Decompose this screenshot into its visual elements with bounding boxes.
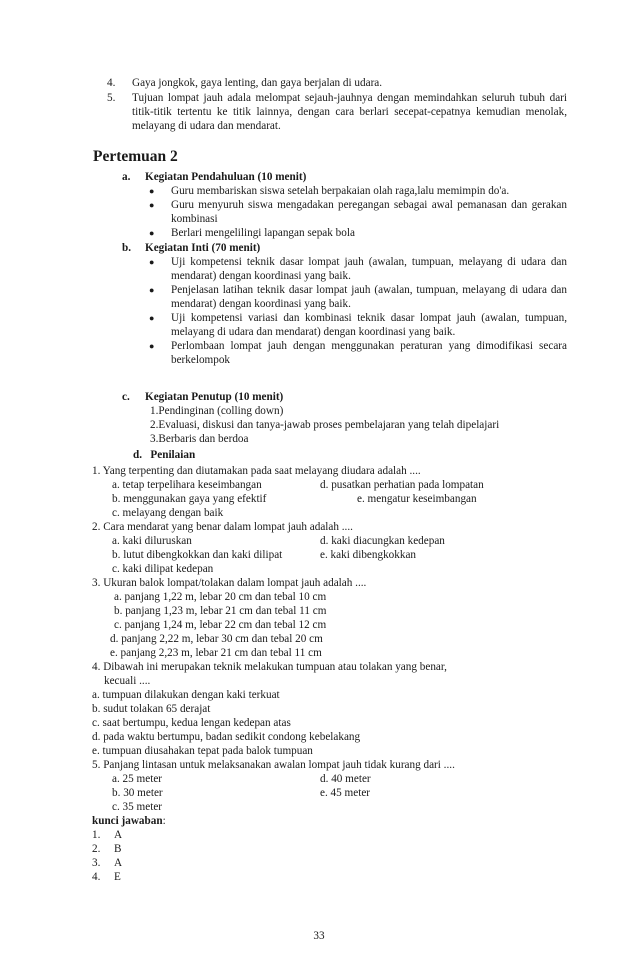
intro-item <box>107 76 567 90</box>
item-text: Gaya jongkok, gaya lenting, dan gaya berjalan di udara. <box>132 77 383 89</box>
option: e. panjang 2,23 m, lebar 21 cm dan tebal 11 cm <box>110 647 322 659</box>
option: b. panjang 1,23 m, lebar 21 cm dan tebal 11 cm <box>114 605 327 617</box>
closing-item: 2.Evaluasi, diskusi dan tanya-jawab proses pembelajaran yang telah dipelajari <box>150 419 500 431</box>
question-3: 3. Ukuran balok lompat/tolakan dalam lompat jauh adalah .... <box>92 577 367 589</box>
option: b. menggunakan gaya yang efektif <box>112 493 267 505</box>
option: c. 35 meter <box>112 801 163 813</box>
option: a. tumpuan dilakukan dengan kaki terkuat <box>92 689 280 701</box>
bullet-icon: ● <box>149 228 155 238</box>
bullet-icon: ● <box>149 186 155 196</box>
page-number: 33 <box>313 930 325 942</box>
intro-list <box>107 76 567 134</box>
section-d-title: d. Penilaian <box>133 449 196 461</box>
option: d. 40 meter <box>320 773 371 785</box>
section-a <box>122 170 567 240</box>
item-number: 5. <box>107 92 116 104</box>
option: b. lutut dibengkokkan dan kaki dilipat <box>112 549 283 561</box>
bullet-icon: ● <box>149 200 155 210</box>
item-text: Tujuan lompat jauh adala melompat sejauh-jauhnya dengan memindahkan seluruh tubuh dari titik-titik tertentu ke titik lainnya, dengan cara berlari secepat-cepatnya kemudian menolak, melayang di udara dan mendarat. <box>132 92 567 132</box>
bullet-icon: ● <box>149 341 155 351</box>
option: e. 45 meter <box>320 787 371 799</box>
section-heading: Pertemuan 2 <box>93 148 178 165</box>
option: e. tumpuan diusahakan tepat pada balok tumpuan <box>92 745 313 757</box>
section-title: c. Kegiatan Penutup (10 menit) <box>122 391 284 403</box>
closing-item: 3.Berbaris dan berdoa <box>150 433 249 445</box>
section-title: b. Kegiatan Inti (70 menit) <box>122 242 261 254</box>
bullet-item: ● Perlombaan lompat jauh dengan menggunakan peraturan yang dimodifikasi secara berkelompok <box>149 340 567 366</box>
option: e. kaki dibengkokkan <box>320 549 417 561</box>
option: a. panjang 1,22 m, lebar 20 cm dan tebal 10 cm <box>114 591 327 603</box>
question-4: 4. Dibawah ini merupakan teknik melakukan tumpuan atau tolakan yang benar, <box>92 661 447 673</box>
bullet-item: ● Uji kompetensi teknik dasar lompat jauh (awalan, tumpuan, melayang di udara dan mendarat) dengan koordinasi yang baik. <box>149 256 567 282</box>
bullet-icon: ● <box>149 313 155 323</box>
answer-item: 3. A <box>92 857 123 869</box>
answer-item: 1. A <box>92 829 123 841</box>
option: c. panjang 1,24 m, lebar 22 cm dan tebal 12 cm <box>114 619 327 631</box>
item-number: 4. <box>107 77 116 89</box>
bullet-item: ● Uji kompetensi variasi dan kombinasi teknik dasar lompat jauh (awalan, tumpuan, melayang di udara dan mendarat) dengan koordinasi yang baik. <box>149 312 567 338</box>
option: a. 25 meter <box>112 773 163 785</box>
option: a. tetap terpelihara keseimbangan <box>112 479 262 491</box>
answer-item: 4. E <box>92 871 121 883</box>
quiz: 1. Yang terpenting dan diutamakan pada saat melayang diudara adalah .... a. tetap terpelihara keseimbangan d. pusatkan perhatian pada lompatan b. menggunakan gaya yang efektif e. mengatur keseimbangan c. melayang dengan baik 2. Cara mendarat yang benar dalam lompat jauh adalah .... a. kaki diluruskan d. kaki diacungkan kedepan b. lutut dibengkokkan dan kaki dilipat e. kaki dibengkokkan c. kaki dilipat kedepan 3. Ukuran balok lompat/tolakan dalam lompat jauh adalah .... a. panjang 1,22 m, lebar 20 cm dan tebal 10 cm b. panjang 1,23 m, lebar 21 cm dan tebal 11 cm c. panjang 1,24 m, lebar 22 cm dan tebal 12 cm d. panjang 2,22 m, lebar 30 cm dan tebal 20 cm e. panjang 2,23 m, lebar 21 cm dan tebal 11 cm 4. Dibawah ini merupakan teknik melakukan tumpuan atau tolakan yang benar, kecuali .... a. tumpuan dilakukan dengan kaki terkuat b. sudut tolakan 65 derajat c. saat bertumpu, kedua lengan kedepan atas d. pada waktu bertumpu, badan sedikit condong kebelakang e. tumpuan diusahakan tepat pada balok tumpuan 5. Panjang lintasan untuk melaksanakan awalan lompat jauh tidak kurang dari .... a. 25 meter d. 40 meter b. 30 meter e. 45 meter c. 35 meter kunci jawaban: 1. A 2. B 3. A 4. E <box>92 464 567 884</box>
bullet-icon: ● <box>149 257 155 267</box>
bullet-item: ● Guru membariskan siswa setelah berpakaian olah raga,lalu memimpin do'a. <box>149 185 510 197</box>
option: b. 30 meter <box>112 787 163 799</box>
answer-key-title: kunci jawaban: <box>92 815 166 827</box>
section-b <box>122 241 567 367</box>
option: e. mengatur keseimbangan <box>357 493 477 505</box>
bullet-item: ● Berlari mengelilingi lapangan sepak bola <box>149 227 355 239</box>
option: c. saat bertumpu, kedua lengan kedepan atas <box>92 717 291 729</box>
question-1: 1. Yang terpenting dan diutamakan pada saat melayang diudara adalah .... <box>92 465 421 477</box>
option: c. melayang dengan baik <box>112 507 224 519</box>
option: d. pada waktu bertumpu, badan sedikit condong kebelakang <box>92 731 361 743</box>
bullet-item: ● Penjelasan latihan teknik dasar lompat jauh (awalan, tumpuan, melayang di udara dan mendarat) dengan koordinasi yang baik. <box>149 284 567 310</box>
section-c <box>122 390 567 446</box>
question-5: 5. Panjang lintasan untuk melaksanakan awalan lompat jauh tidak kurang dari .... <box>92 759 455 771</box>
bullet-item: ● Guru menyuruh siswa mengadakan peregangan sebagai awal pemanasan dan gerakan kombinasi <box>149 199 567 225</box>
option: d. pusatkan perhatian pada lompatan <box>320 479 484 491</box>
option: a. kaki diluruskan <box>112 535 192 547</box>
answer-item: 2. B <box>92 843 122 855</box>
option: c. kaki dilipat kedepan <box>112 563 214 575</box>
closing-item: 1.Pendinginan (colling down) <box>150 405 284 417</box>
bullet-icon: ● <box>149 285 155 295</box>
section-title: a. Kegiatan Pendahuluan (10 menit) <box>122 171 307 183</box>
question-2: 2. Cara mendarat yang benar dalam lompat jauh adalah .... <box>92 521 353 533</box>
option: d. panjang 2,22 m, lebar 30 cm dan tebal 20 cm <box>110 633 323 645</box>
option: d. kaki diacungkan kedepan <box>320 535 445 547</box>
intro-item <box>107 91 567 133</box>
option: b. sudut tolakan 65 derajat <box>92 703 211 715</box>
